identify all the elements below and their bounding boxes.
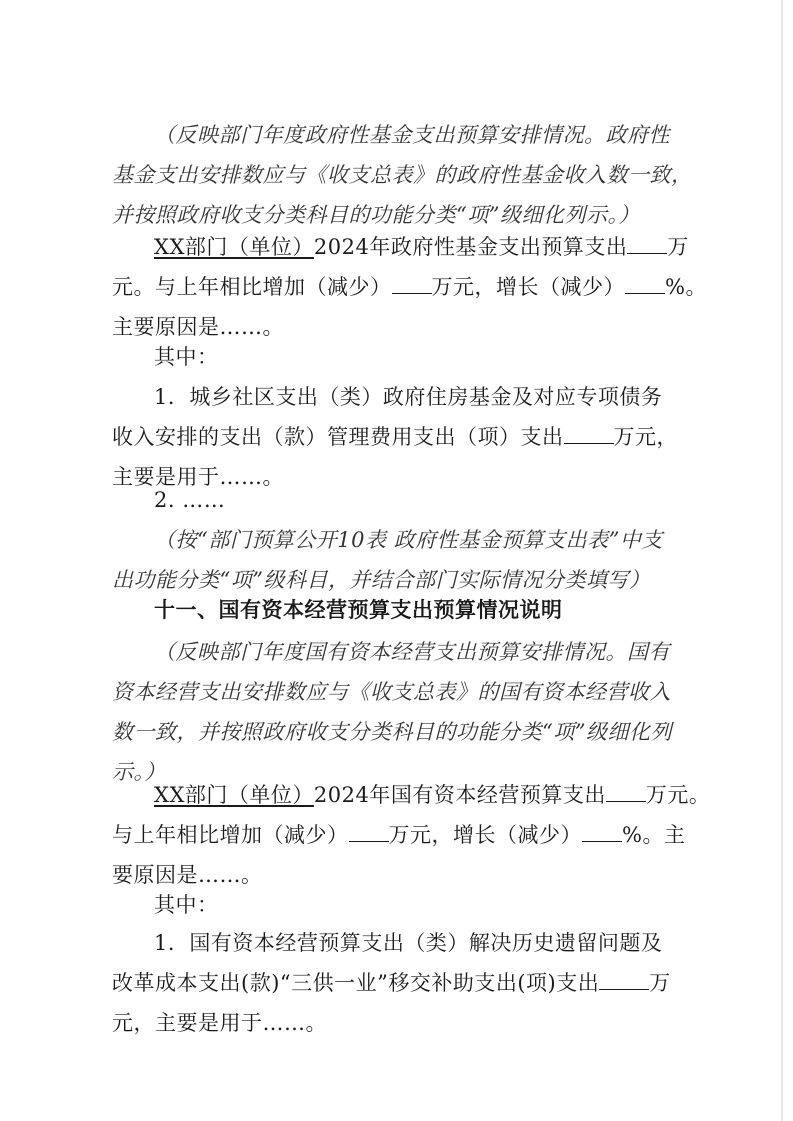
blank-field xyxy=(599,969,649,990)
note-line: （反映部门年度政府性基金支出预算安排情况。政府性 xyxy=(154,123,670,147)
among-label: 其中： xyxy=(154,345,219,369)
gov-fund-summary: XX部门（单位）2024年政府性基金支出预算支出 万 元。与上年相比增加（减少） 万元，增长（减少） %。 主要原因是……。 xyxy=(112,235,707,339)
section-11-note: （反映部门年度国有资本经营支出预算安排情况。国有 资本经营支出安排数应与《收支总表》的国有资本经营收入 数一致，并按照政府收支分类科目的功能分类“项”级细化列 示。） xyxy=(112,640,672,784)
note-line: 基金支出安排数应与《收支总表》的政府性基金收入数一致， xyxy=(112,163,693,187)
blank-field xyxy=(625,273,665,294)
section-11-summary: XX部门（单位）2024年国有资本经营预算支出 万元。 与上年相比增加（减少） 万元，增长（减少） %。主 要原因是……。 xyxy=(112,783,711,887)
section-11-item-1: 1．国有资本经营预算支出（类）解决历史遗留问题及 改革成本支出(款)“三供一业”移交补助支出(项)支出 万 元，主要是用于……。 xyxy=(112,931,671,1035)
blank-field xyxy=(564,423,614,444)
gov-fund-item-2: 2. …… xyxy=(154,488,226,512)
fill-note: （按“部门预算公开10表 政府性基金预算支出表”中支 出功能分类“项”级科目，并结合部门实际情况分类填写） xyxy=(112,528,663,592)
gov-fund-note xyxy=(112,115,693,235)
blank-field xyxy=(349,821,389,842)
among-label: 其中： xyxy=(154,893,219,917)
gov-fund-item-1: 1．城乡社区支出（类）政府住房基金及对应专项债务 收入安排的支出（款）管理费用支出（项）支出 万元， 主要是用于……。 xyxy=(112,385,678,489)
entity-name: XX部门（单位） xyxy=(154,783,314,807)
blank-field xyxy=(627,233,667,254)
blank-field xyxy=(606,781,646,802)
entity-name: XX部门（单位） xyxy=(154,235,314,259)
section-11-heading: 十一、国有资本经营预算支出预算情况说明 xyxy=(154,598,563,622)
note-line: 并按照政府收支分类科目的功能分类“项”级细化列示。） xyxy=(112,203,640,227)
blank-field xyxy=(392,273,432,294)
scan-edge xyxy=(781,0,783,1121)
blank-field xyxy=(582,821,622,842)
